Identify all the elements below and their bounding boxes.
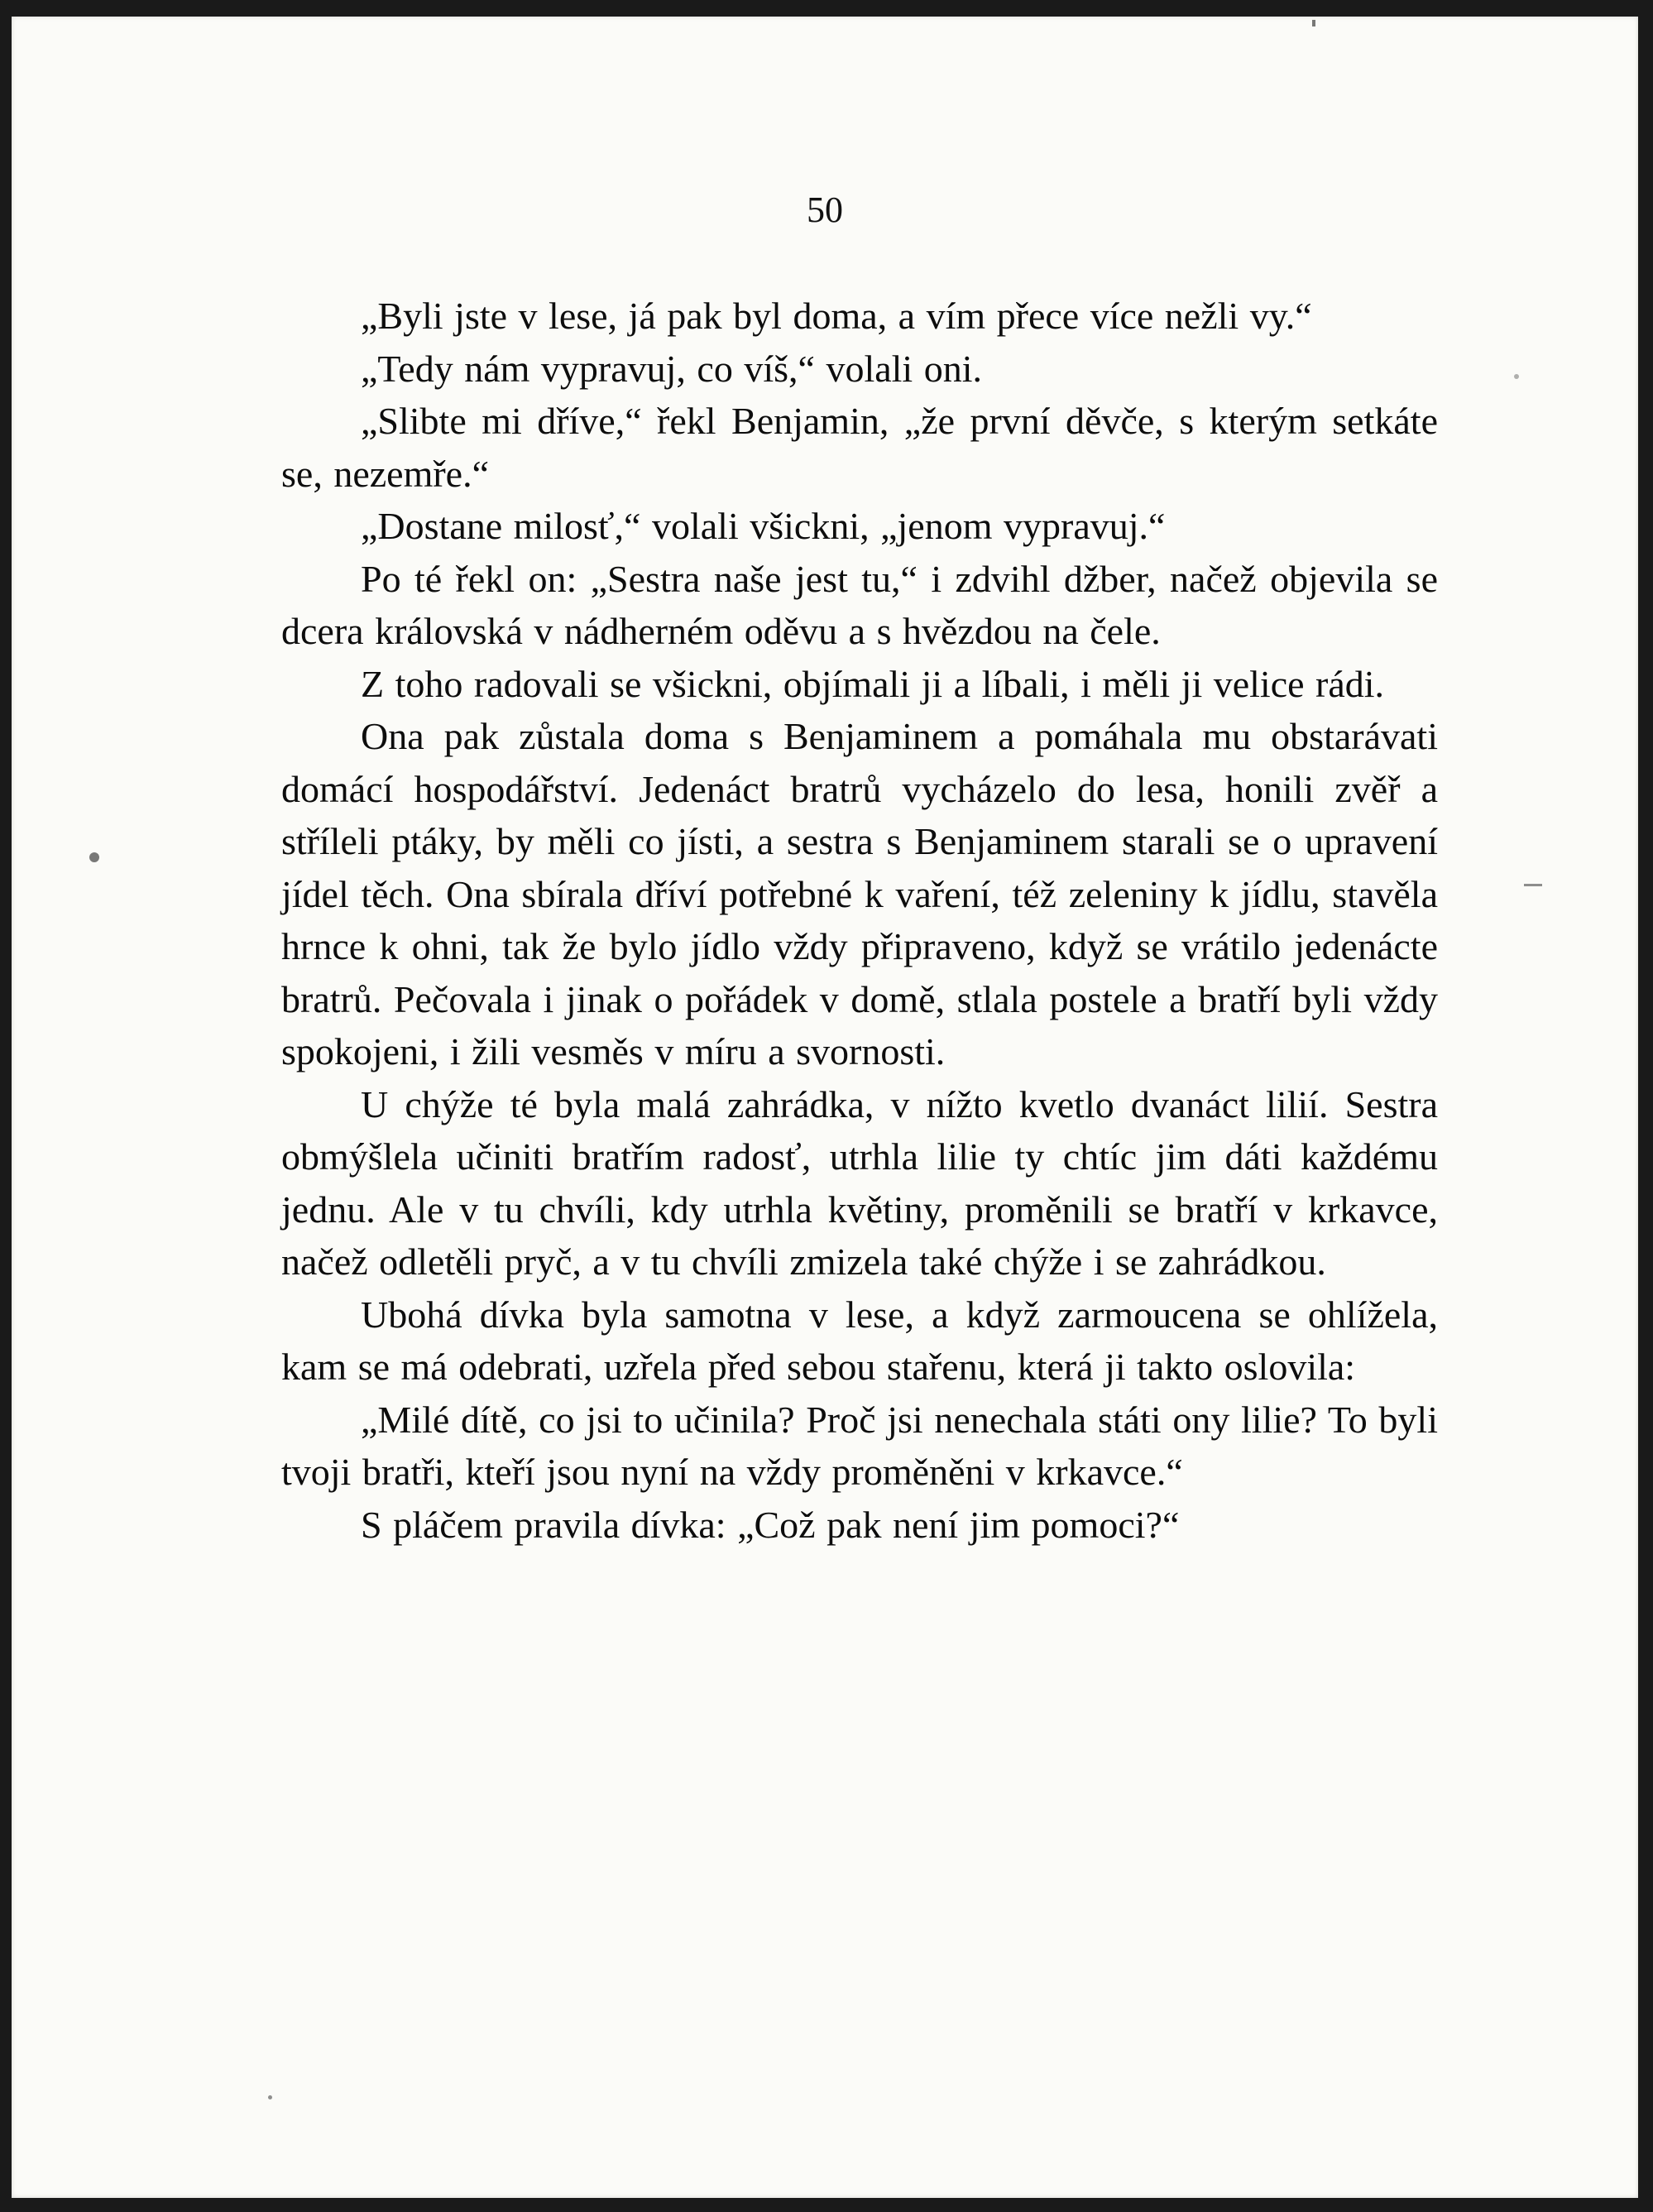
paragraph: Ubohá dívka byla samotna v lese, a když zarmoucena se ohlížela, kam se má odebrati, uzřela před sebou stařenu, která ji takto oslovila: bbox=[281, 1293, 1438, 1388]
scan-speck bbox=[1514, 374, 1519, 379]
paragraph: Z toho radovali se všickni, objímali ji a líbali, i měli ji velice rádi. bbox=[361, 662, 1385, 705]
paragraph: „Tedy nám vypravuj, co víš,“ volali oni. bbox=[361, 347, 982, 390]
paragraph: „Dostane milosť,“ volali všickni, „jenom vypravuj.“ bbox=[361, 505, 1166, 547]
paragraph: U chýže té byla malá zahrádka, v nížto kvetlo dvanáct lilií. Sestra obmýšlela učiniti bratřím radosť, utrhla lilie ty chtíc jim dáti každému jednu. Ale v tu chvíli, kdy utrhla květiny, proměnili se bratří v krkavce, načež odletěli pryč, a v tu chvíli zmizela také chýže i se zahrádkou. bbox=[281, 1082, 1438, 1283]
paragraph: Ona pak zůstala doma s Benjaminem a pomáhala mu obstarávati domácí hospodářství. Jedenáct bratrů vycházelo do lesa, honili zvěř a stříleli ptáky, by měli co jísti, a sestra s Benjaminem starali se o upravení jídel těch. Ona sbírala dříví potřebné k vaření, též zeleniny k jídlu, stavěla hrnce k ohni, tak že bylo jídlo vždy připraveno, když se vrátilo jedenácte bratrů. Pečovala i jinak o pořádek v domě, stlala postele a bratří byli vždy spokojeni, i žili vesměs v míru a svornosti. bbox=[281, 715, 1438, 1072]
paragraph: S pláčem pravila dívka: „Což pak není jim pomoci?“ bbox=[361, 1503, 1180, 1546]
book-page bbox=[12, 17, 1638, 2198]
paragraph: „Byli jste v lese, já pak byl doma, a vím přece více nežli vy.“ bbox=[361, 295, 1312, 337]
scan-speck bbox=[89, 852, 99, 862]
scan-speck bbox=[268, 2095, 272, 2099]
scan-speck bbox=[1524, 884, 1542, 886]
body-text bbox=[281, 290, 1438, 1551]
paragraph: „Slibte mi dříve,“ řekl Benjamin, „že první děvče, s kterým setkáte se, nezemře.“ bbox=[281, 400, 1438, 495]
paragraph: „Milé dítě, co jsi to učinila? Proč jsi nenechala státi ony lilie? To byli tvoji bratři, kteří jsou nyní na vždy proměněni v krkavce.“ bbox=[281, 1398, 1438, 1493]
page-number: 50 bbox=[807, 190, 843, 230]
scan-speck bbox=[1312, 20, 1315, 26]
paragraph: Po té řekl on: „Sestra naše jest tu,“ i zdvihl džber, načež objevila se dcera královská v nádherném oděvu a s hvězdou na čele. bbox=[281, 557, 1438, 652]
